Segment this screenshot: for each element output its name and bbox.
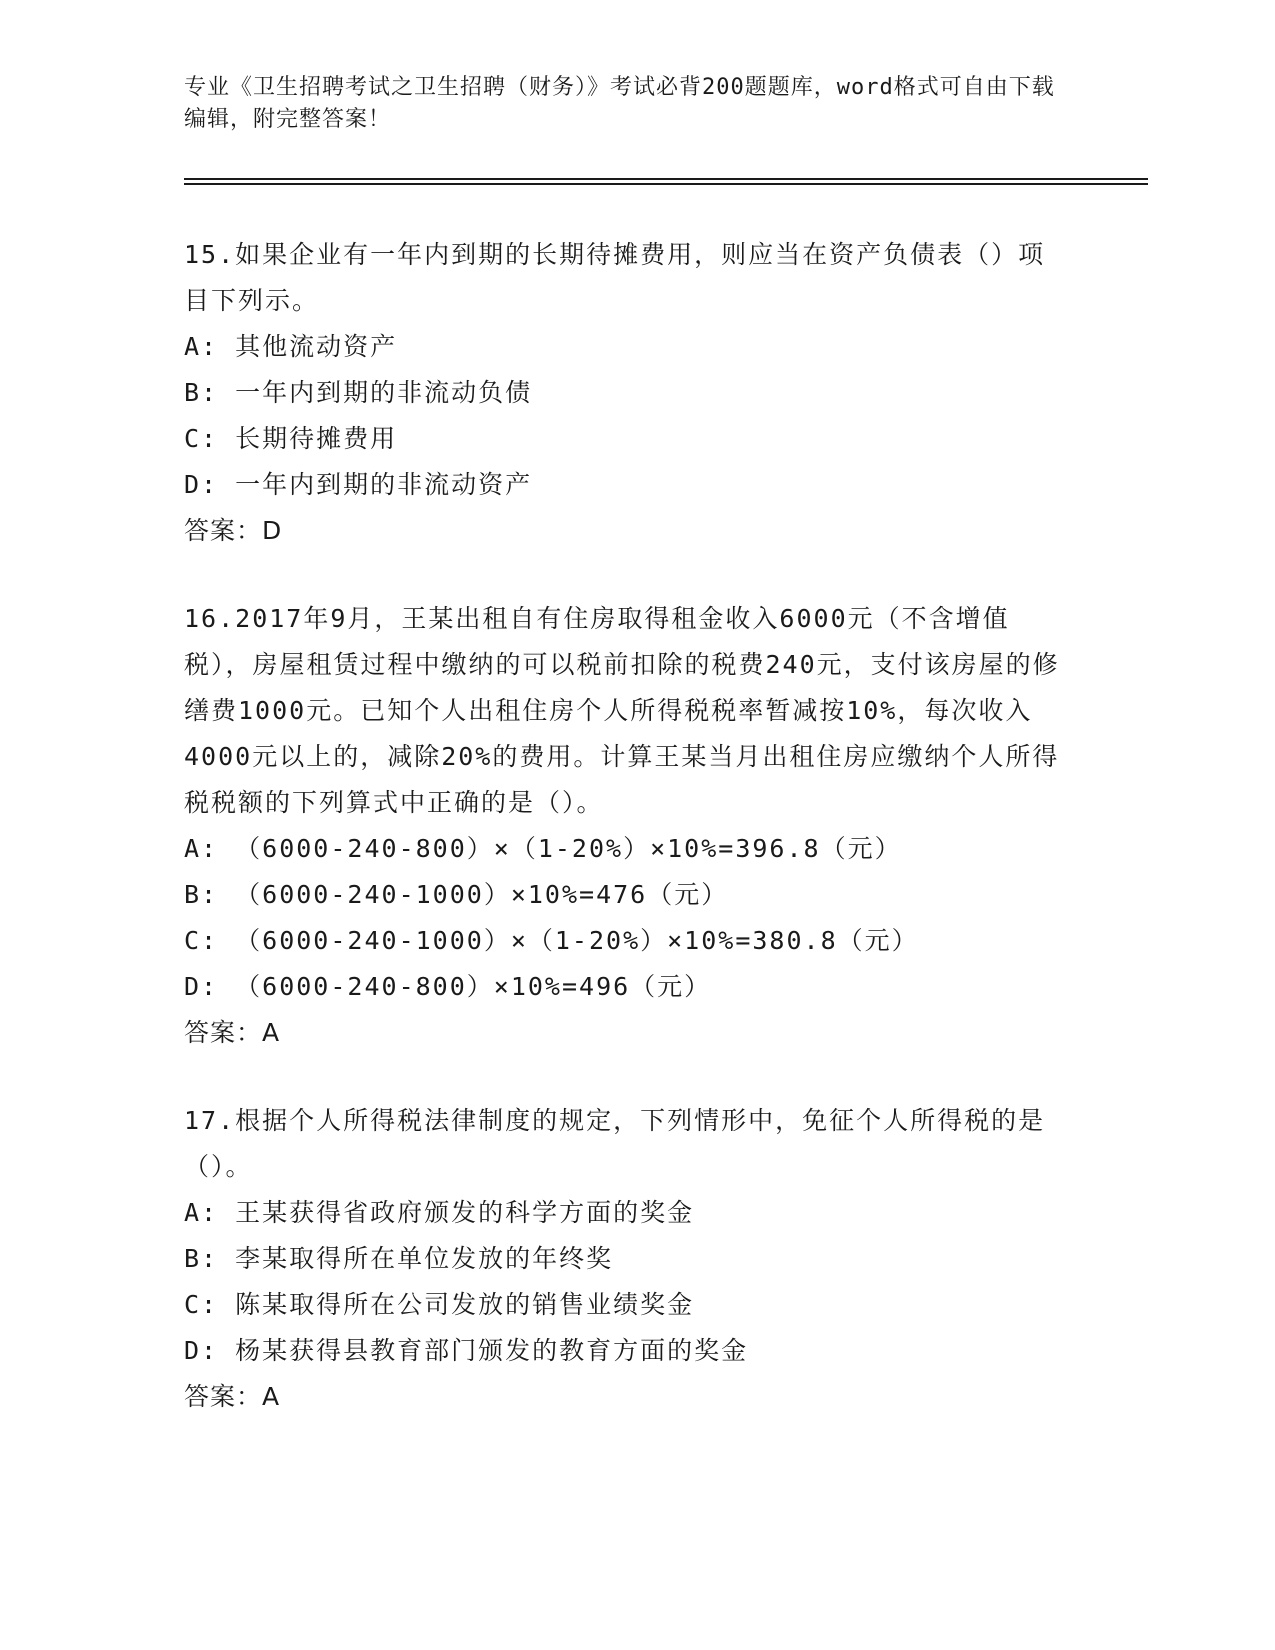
option-b: B: 李某取得所在单位发放的年终奖 [184, 1244, 614, 1273]
option-d: D: （6000-240-800）×10%=496（元） [184, 972, 712, 1001]
header-divider-bottom [184, 183, 1148, 185]
answer: 答案：A [184, 1018, 281, 1047]
question-text: 15.如果企业有一年内到期的长期待摊费用，则应当在资产负债表（）项目下列示。 [184, 240, 1046, 315]
question-text: 17.根据个人所得税法律制度的规定，下列情形中，免征个人所得税的是（）。 [184, 1106, 1046, 1181]
option-c: C: （6000-240-1000）×（1-20%）×10%=380.8（元） [184, 926, 919, 955]
option-a: A: 其他流动资产 [184, 332, 398, 361]
header-divider-top [184, 178, 1148, 180]
question-text: 16.2017年9月，王某出租自有住房取得租金收入6000元（不含增值税），房屋租赁过程中缴纳的可以税前扣除的税费240元，支付该房屋的修缮费1000元。已知个人出租住房个人所得税税率暂减按10%，每次收入4000元以上的，减除20%的费用。计算王某当月出租住房应缴纳个人所得税税额的下列算式中正确的是（）。 [184, 604, 1060, 817]
option-b: B: 一年内到期的非流动负债 [184, 378, 533, 407]
option-a: A: 王某获得省政府颁发的科学方面的奖金 [184, 1198, 695, 1227]
question-15 [184, 232, 1064, 554]
option-d: D: 杨某获得县教育部门颁发的教育方面的奖金 [184, 1336, 749, 1365]
option-d: D: 一年内到期的非流动资产 [184, 470, 533, 499]
question-17 [184, 1098, 1064, 1420]
option-c: C: 陈某取得所在公司发放的销售业绩奖金 [184, 1290, 695, 1319]
answer: 答案：A [184, 1382, 281, 1411]
option-a: A: （6000-240-800）×（1-20%）×10%=396.8（元） [184, 834, 902, 863]
option-c: C: 长期待摊费用 [184, 424, 398, 453]
question-16 [184, 596, 1064, 1056]
answer: 答案：D [184, 516, 283, 545]
document-header: 专业《卫生招聘考试之卫生招聘（财务）》考试必背200题题库，word格式可自由下载编辑，附完整答案！ [184, 75, 1055, 132]
option-b: B: （6000-240-1000）×10%=476（元） [184, 880, 729, 909]
